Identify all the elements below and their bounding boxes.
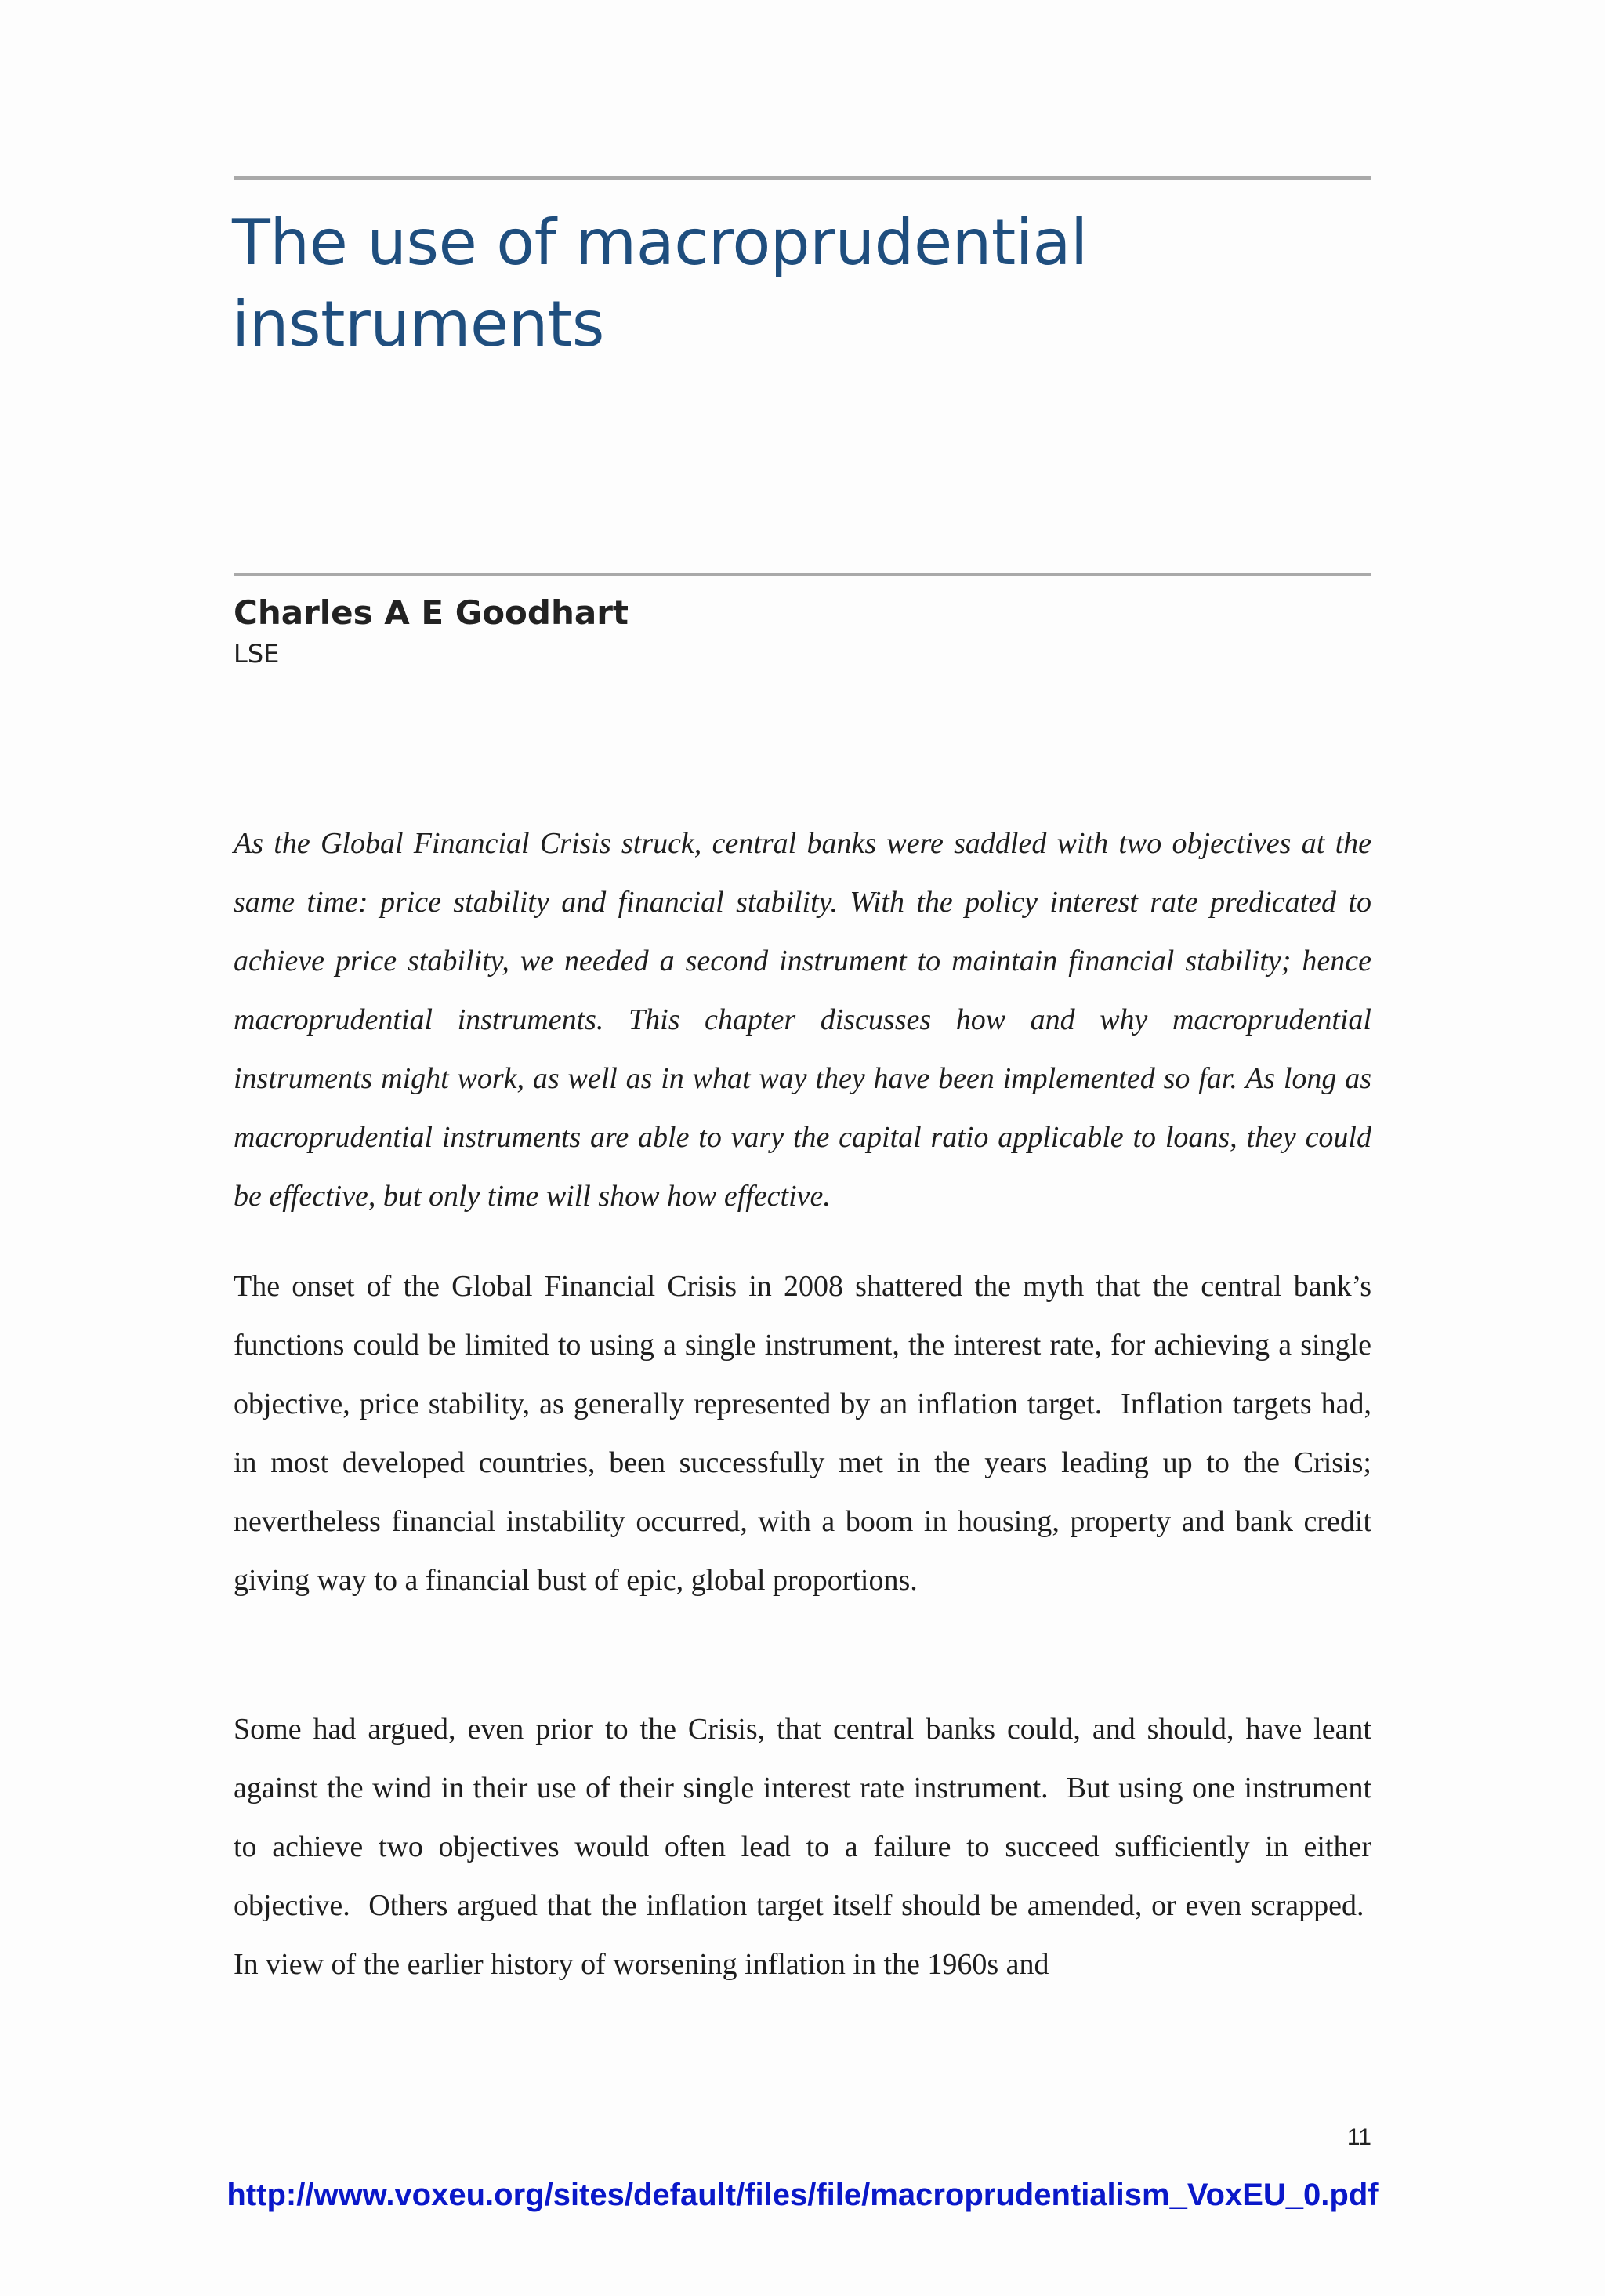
body-paragraph-1: The onset of the Global Financial Crisis in 2008 shattered the myth that the central bank’s functions could be limited to using a single instrument, the interest rate, for achieving a single objective, price stability, as generally represented by an inflation target. Inflation targets had, in most developed countries, been successfully met in the years leading up to the Crisis; nevertheless financial instability occurred, with a boom in housing, property and bank credit giving way to a financial bust of epic, global proportions. bbox=[234, 1270, 1371, 1597]
author-name: Charles A E Goodhart bbox=[234, 593, 629, 632]
source-url-link[interactable]: http://www.voxeu.org/sites/default/files/file/macroprudentialism_VoxEU_0.pdf bbox=[226, 2178, 1379, 2212]
body-paragraph-2: Some had argued, even prior to the Crisis, that central banks could, and should, have leant against the wind in their use of their single interest rate instrument. But using one instrument to achieve two objectives would often lead to a failure to succeed sufficiently in either objective. Others argued that the inflation target itself should be amended, or even scrapped. In view of the earlier history of worsening inflation in the 1960s and bbox=[234, 1713, 1371, 1981]
page-number: 11 bbox=[1346, 2124, 1371, 2150]
author-affiliation: LSE bbox=[234, 639, 280, 669]
author-divider bbox=[234, 573, 1371, 576]
chapter-title: The use of macroprudential instruments bbox=[232, 206, 1088, 361]
top-divider bbox=[234, 176, 1371, 180]
abstract: As the Global Financial Crisis struck, central banks were saddled with two objectives at the same time: price stability and financial stability. With the policy interest rate predicated to achieve price stability, we needed a second instrument to maintain financial stability; hence macroprudential instruments. This chapter discusses how and why macroprudential instruments might work, as well as in what way they have been implemented so far. As long as macroprudential instruments are able to vary the capital ratio applicable to loans, they could be effective, but only time will show how effective. bbox=[234, 827, 1371, 1213]
